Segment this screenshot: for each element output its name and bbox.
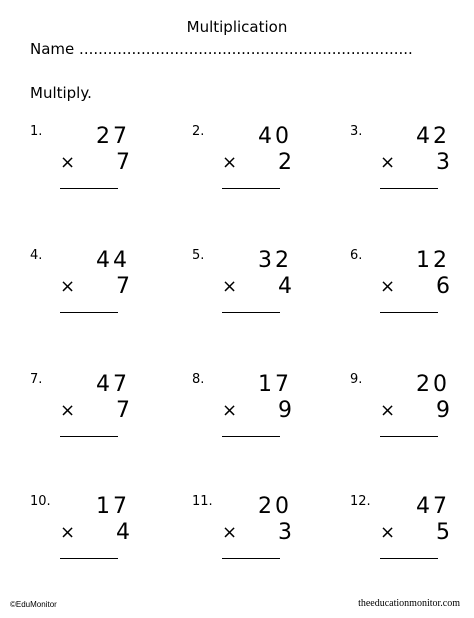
multiplicand: 47 bbox=[96, 372, 130, 397]
site-url: theeducationmonitor.com bbox=[358, 598, 460, 609]
times-sign: × bbox=[60, 400, 76, 421]
answer-line bbox=[222, 558, 280, 559]
answer-line bbox=[60, 312, 118, 313]
multiplicand: 27 bbox=[96, 124, 130, 149]
problem-number: 5. bbox=[192, 248, 205, 263]
answer-line bbox=[380, 436, 438, 437]
multiplier: 4 bbox=[278, 274, 292, 299]
times-sign: × bbox=[60, 276, 76, 297]
problem-number: 9. bbox=[350, 372, 363, 387]
times-sign: × bbox=[222, 522, 238, 543]
times-sign: × bbox=[380, 152, 396, 173]
worksheet-title: Multiplication bbox=[186, 18, 288, 36]
multiplicand: 32 bbox=[258, 248, 292, 273]
multiplier: 6 bbox=[436, 274, 450, 299]
times-sign: × bbox=[222, 152, 238, 173]
problem-3 bbox=[350, 124, 474, 214]
answer-line bbox=[222, 312, 280, 313]
times-sign: × bbox=[380, 400, 396, 421]
problem-number: 6. bbox=[350, 248, 363, 263]
multiplier: 7 bbox=[116, 150, 130, 175]
answer-line bbox=[60, 188, 118, 189]
multiplier: 7 bbox=[116, 398, 130, 423]
problem-4 bbox=[30, 248, 160, 338]
multiplicand: 47 bbox=[416, 494, 450, 519]
problem-11 bbox=[192, 494, 322, 584]
problem-2 bbox=[192, 124, 322, 214]
multiplier: 3 bbox=[278, 520, 292, 545]
answer-line bbox=[380, 312, 438, 313]
name-dotted-line: ...................................................................... bbox=[79, 40, 413, 58]
problem-12 bbox=[350, 494, 474, 584]
multiplier: 2 bbox=[278, 150, 292, 175]
times-sign: × bbox=[60, 522, 76, 543]
multiplicand: 17 bbox=[258, 372, 292, 397]
problem-number: 8. bbox=[192, 372, 205, 387]
problem-number: 10. bbox=[30, 494, 51, 509]
multiplicand: 20 bbox=[416, 372, 450, 397]
name-field-row bbox=[30, 40, 440, 58]
multiplicand: 17 bbox=[96, 494, 130, 519]
multiplier: 7 bbox=[116, 274, 130, 299]
problem-number: 4. bbox=[30, 248, 43, 263]
problem-9 bbox=[350, 372, 474, 462]
problem-number: 3. bbox=[350, 124, 363, 139]
answer-line bbox=[380, 188, 438, 189]
times-sign: × bbox=[380, 522, 396, 543]
problem-number: 7. bbox=[30, 372, 43, 387]
multiplicand: 12 bbox=[416, 248, 450, 273]
times-sign: × bbox=[222, 400, 238, 421]
problem-number: 11. bbox=[192, 494, 213, 509]
problem-number: 2. bbox=[192, 124, 205, 139]
problem-8 bbox=[192, 372, 322, 462]
multiplier: 5 bbox=[436, 520, 450, 545]
problem-1 bbox=[30, 124, 160, 214]
multiplicand: 42 bbox=[416, 124, 450, 149]
multiplicand: 44 bbox=[96, 248, 130, 273]
problem-7 bbox=[30, 372, 160, 462]
problem-5 bbox=[192, 248, 322, 338]
answer-line bbox=[222, 436, 280, 437]
multiplier: 4 bbox=[116, 520, 130, 545]
multiplier: 9 bbox=[278, 398, 292, 423]
multiplier: 9 bbox=[436, 398, 450, 423]
problem-number: 1. bbox=[30, 124, 43, 139]
problem-number: 12. bbox=[350, 494, 371, 509]
answer-line bbox=[60, 436, 118, 437]
times-sign: × bbox=[380, 276, 396, 297]
instruction-text: Multiply. bbox=[30, 84, 92, 102]
multiplier: 3 bbox=[436, 150, 450, 175]
times-sign: × bbox=[222, 276, 238, 297]
problem-6 bbox=[350, 248, 474, 338]
problem-10 bbox=[30, 494, 160, 584]
answer-line bbox=[222, 188, 280, 189]
times-sign: × bbox=[60, 152, 76, 173]
copyright-notice: ©EduMonitor bbox=[10, 600, 57, 609]
answer-line bbox=[60, 558, 118, 559]
answer-line bbox=[380, 558, 438, 559]
multiplicand: 20 bbox=[258, 494, 292, 519]
name-label: Name bbox=[30, 40, 75, 58]
multiplicand: 40 bbox=[258, 124, 292, 149]
